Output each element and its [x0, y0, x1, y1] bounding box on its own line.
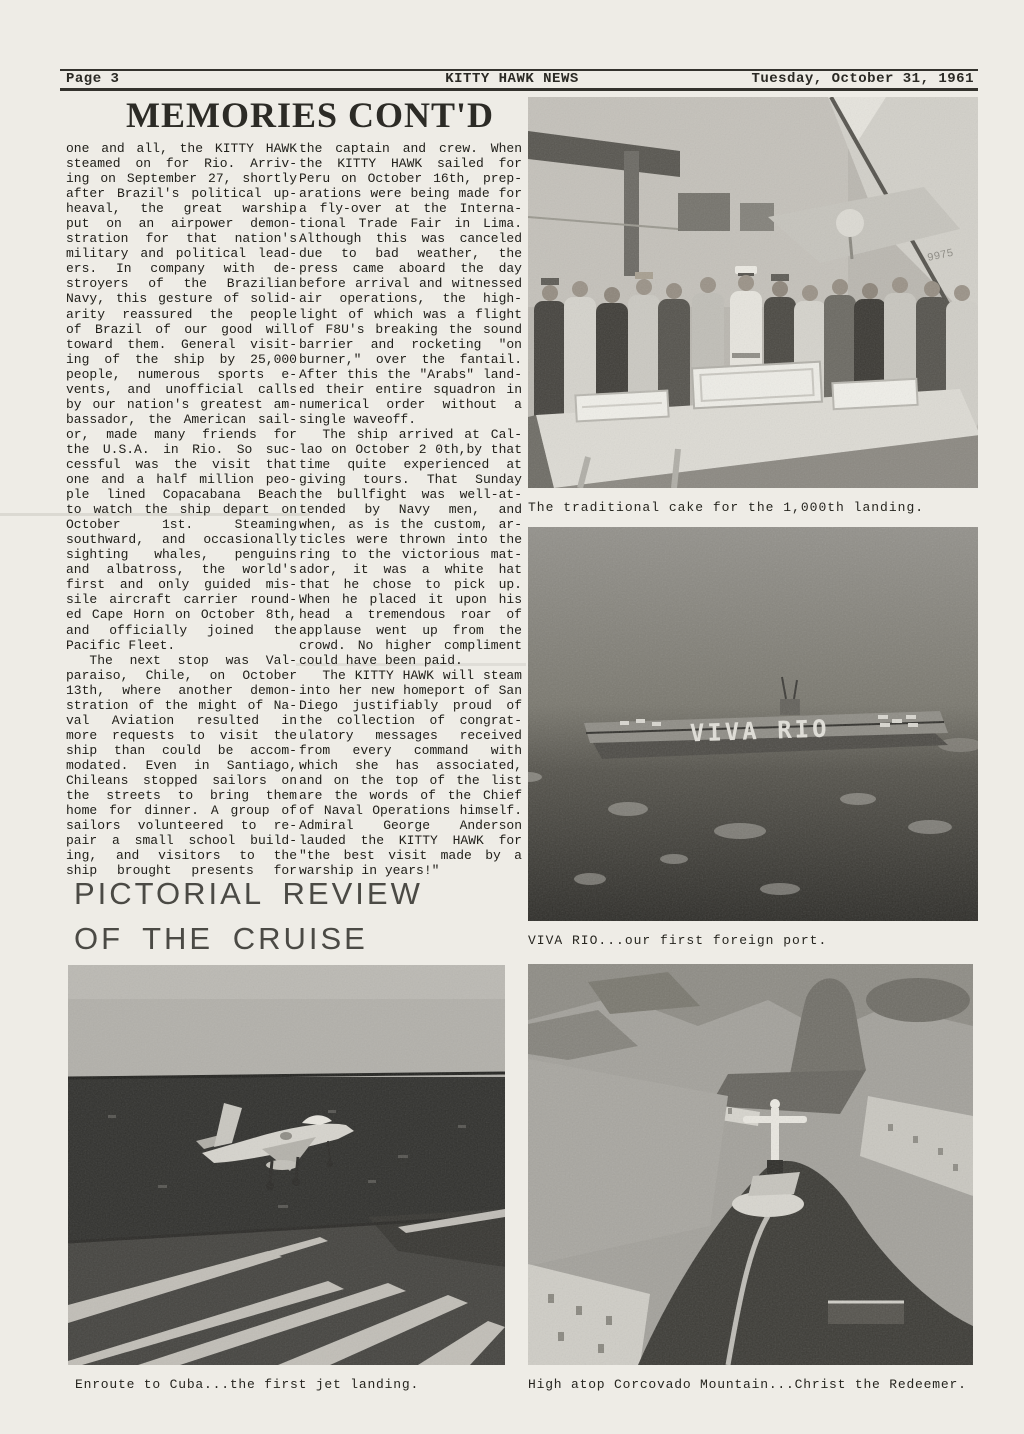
- photo-jet-landing: [68, 965, 505, 1365]
- section-heading-line2: OF THE CRUISE: [74, 921, 368, 956]
- caption-corcovado: High atop Corcovado Mountain...Christ the Redeemer.: [528, 1377, 967, 1392]
- issue-date: Tuesday, October 31, 1961: [751, 71, 974, 87]
- viva-rio-illustration: [528, 527, 978, 921]
- masthead: KITTY HAWK NEWS: [445, 71, 579, 87]
- deck-spellout-text: VIVA RIO: [689, 714, 830, 748]
- page-number: Page 3: [66, 71, 120, 87]
- corcovado-illustration: [528, 964, 973, 1365]
- article-column-1: one and all, the KITTY HAWK steamed on for Rio. Arriv- ing on September 27, shortly after Brazil's political up- heaval, the great warship put on an airpower demon- stration for that nation's military and political lead- ers. In company with de- stroyers of the Brazilian Navy, this gesture of solid- arity reassured the people of Brazil of our good will toward them. General visit- ing of the ship by 25,000 people, numerous sports e- vents, and unofficial calls by our nation's greatest am- bassador, the American sail- or, made many friends for the U.S.A. in Rio. So suc- cessful was the visit that one and a half million peo- ple lined Copacabana Beach to watch the ship depart on October 1st. Steaming southward, and occasionally sighting whales, penguins and albatross, the world's first and only guided mis- sile aircraft carrier round- ed Cape Horn on October 8th, and officially joined the Pacific Fleet. The next stop was Val- paraiso, Chile, on October 13th, where another demon- stration of the might of Na- val Aviation resulted in more requests to visit the ship than could be accom- modated. Even in Santiago, Chileans stopped sailors on the streets to bring them home for dinner. A group of sailors volunteered to re- pair a small school build- ing, and visitors to the ship brought presents for: [66, 141, 297, 879]
- cake-ceremony-illustration: [528, 97, 978, 488]
- photo-cake-ceremony: [528, 97, 978, 488]
- caption-jet: Enroute to Cuba...the first jet landing.: [75, 1377, 420, 1392]
- tail-number: 9975: [926, 247, 955, 265]
- caption-cake: The traditional cake for the 1,000th landing.: [528, 500, 925, 515]
- article-column-2: the captain and crew. When the KITTY HAWK sailed for Peru on October 16th, prep- arations were being made for a fly-over at the Interna- tional Trade Fair in Lima. Although this was canceled due to bad weather, the press came aboard the day before arrival and witnessed air operations, the high- light of which was a flight of F8U's breaking the sound barrier and rocketing "on burner," over the fantail. After this the "Arabs" land- ed their entire squadron in numerical order without a single waveoff. The ship arrived at Cal- lao on October 2 0th,by that time quite experienced at giving tours. That Sunday the bullfight was well-at- tended by Navy men, and when, as is the custom, ar- ticles were thrown into the ring to the victorious mat- ador, it was a white hat that he chose to pick up. When he placed it upon his head a tremendous roar of applause went up from the crowd. No higher compliment could have been paid. The KITTY HAWK will steam into her new homeport of San Diego justifiably proud of the collection of congrat- ulatory messages received from every command with which she has associated, and on the top of the list are the words of the Chief of Naval Operations himself. Admiral George Anderson lauded the KITTY HAWK for "the best visit made by a warship in years!": [299, 141, 522, 879]
- section-heading-line1: PICTORIAL REVIEW: [74, 876, 423, 911]
- caption-viva-rio: VIVA RIO...our first foreign port.: [528, 933, 828, 948]
- photo-viva-rio-carrier: [528, 527, 978, 921]
- photo-corcovado: [528, 964, 973, 1365]
- header-bottom-rule: [60, 88, 978, 91]
- article-headline: MEMORIES CONT'D: [125, 95, 495, 135]
- jet-landing-illustration: [68, 965, 505, 1365]
